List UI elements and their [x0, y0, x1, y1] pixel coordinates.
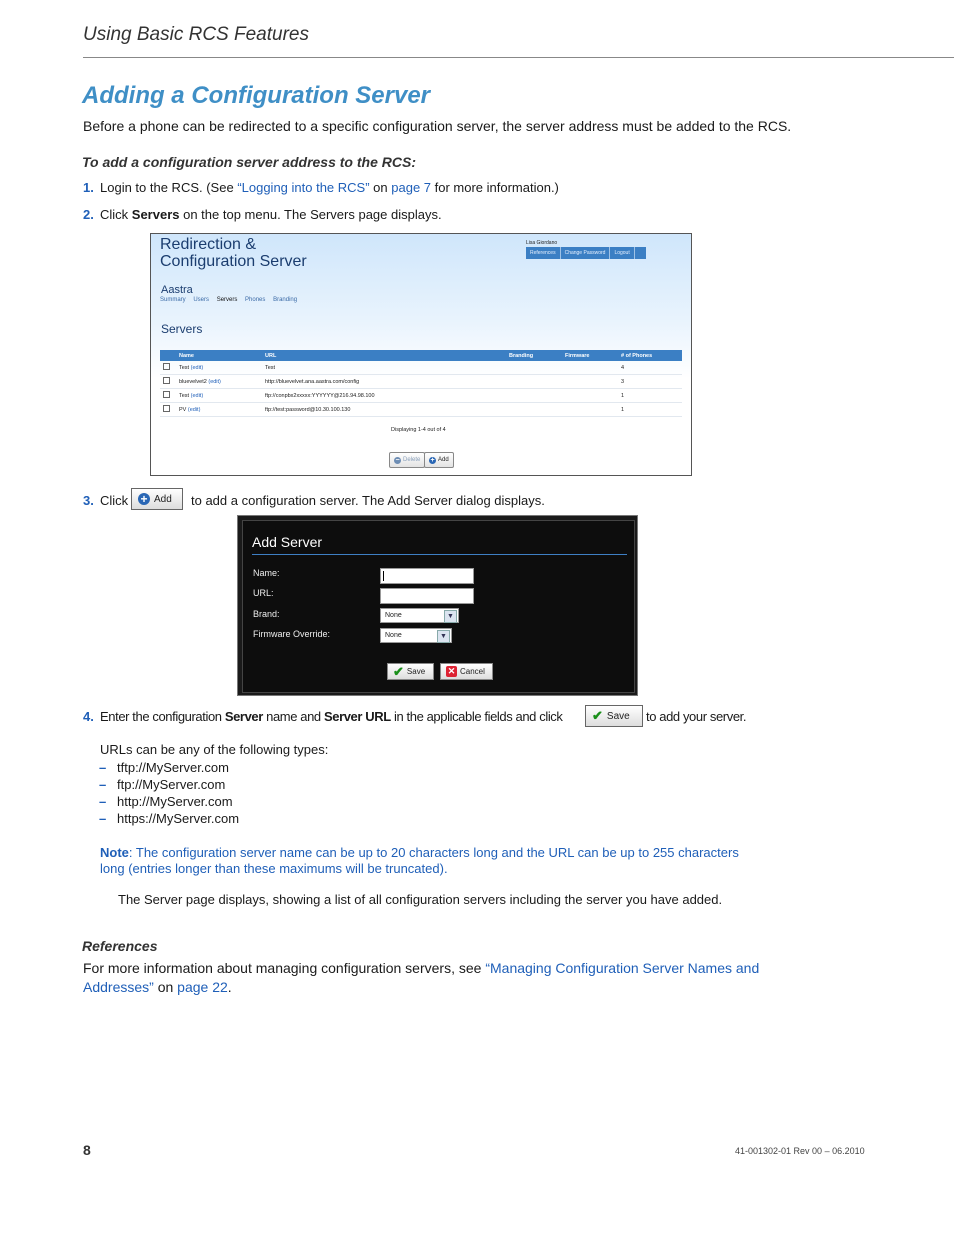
firmware-selected-value: None — [385, 632, 402, 639]
inline-save-button[interactable] — [585, 705, 643, 727]
add-server-dialog — [242, 520, 635, 693]
references-text: For more information about managing configuration servers, see — [83, 960, 486, 976]
row-checkbox[interactable] — [163, 391, 170, 398]
sub-menu-users[interactable]: Users — [193, 297, 210, 303]
brand-select[interactable] — [380, 608, 459, 623]
step-1 — [83, 180, 559, 195]
references-paragraph — [83, 959, 823, 997]
step-text: for more information.) — [431, 180, 559, 195]
page-title: Adding a Configuration Server — [82, 82, 431, 109]
inline-save-label: Save — [606, 710, 630, 722]
col-branding[interactable]: Branding — [506, 350, 562, 361]
cancel-x-icon: ✕ — [447, 666, 456, 676]
sub-menu-phones[interactable]: Phones — [245, 297, 266, 303]
row-checkbox[interactable] — [163, 377, 170, 384]
checkmark-icon: ✔ — [592, 708, 603, 723]
server-name: Test — [179, 392, 190, 399]
servers-table — [160, 350, 682, 417]
table-row — [160, 375, 682, 389]
brand-label: Brand: — [253, 609, 280, 619]
edit-link[interactable]: (edit) — [208, 378, 221, 385]
server-url: Test — [262, 361, 506, 375]
step-4-continued: to add your server. — [646, 709, 747, 724]
col-phones[interactable]: # of Phones — [618, 350, 682, 361]
url-field[interactable] — [380, 588, 474, 604]
phone-count: 1 — [618, 403, 682, 417]
step-4 — [83, 709, 563, 724]
url-type-text: http://MyServer.com — [117, 794, 233, 809]
section-header: Using Basic RCS Features — [83, 24, 309, 45]
text-cursor — [383, 571, 384, 581]
phone-count: 3 — [618, 375, 682, 389]
result-text: The Server page displays, showing a list of all configuration servers including the server you have added. — [118, 892, 723, 907]
rcs-servers-screenshot — [150, 233, 692, 476]
add-label: Add — [438, 457, 449, 463]
col-url[interactable]: URL — [262, 350, 506, 361]
plus-circle-icon: + — [138, 493, 150, 505]
sub-menu-branding[interactable]: Branding — [273, 297, 298, 303]
document-id: 41-001302-01 Rev 00 – 06.2010 — [735, 1146, 865, 1156]
url-type-item — [99, 777, 226, 792]
url-label: URL: — [253, 588, 274, 598]
step-text: Click — [100, 493, 129, 508]
sub-menu — [160, 297, 303, 303]
step-text: Login to the RCS. (See — [100, 180, 238, 195]
edit-link[interactable]: (edit) — [190, 364, 204, 371]
dialog-title-rule — [252, 554, 627, 555]
header-rule — [83, 57, 954, 58]
delete-button[interactable] — [389, 452, 425, 468]
edit-link[interactable]: (edit) — [187, 406, 201, 413]
url-type-text: ftp://MyServer.com — [117, 777, 226, 792]
step-number: 2. — [83, 207, 94, 222]
top-menu-logout[interactable]: Logout — [610, 247, 634, 259]
url-type-text: tftp://MyServer.com — [117, 760, 229, 775]
firmware-override-select[interactable] — [380, 628, 452, 643]
step-text: on — [369, 180, 392, 195]
brand-selected-value: None — [385, 612, 402, 619]
edit-link[interactable]: (edit) — [190, 392, 204, 399]
link-managing-config-servers[interactable]: “Managing Configuration Server Names and Addresses” — [83, 960, 760, 995]
dialog-title: Add Server — [252, 534, 323, 550]
table-row — [160, 389, 682, 403]
add-button[interactable] — [424, 452, 454, 468]
inline-add-label: Add — [154, 493, 172, 505]
references-text: on — [153, 979, 178, 995]
step-text: Enter the configuration — [100, 709, 225, 724]
name-field[interactable] — [380, 568, 474, 584]
user-name: Lisa Giordano — [526, 240, 558, 246]
chevron-down-icon[interactable]: ▼ — [437, 630, 450, 643]
note-text: : The configuration server name can be up to 20 characters long and the URL can be up to 255 characters long (entries longer than these maximums will be truncated). — [100, 845, 739, 876]
delete-label: Delete — [403, 457, 421, 463]
plus-circle-icon: + — [430, 456, 435, 464]
dialog-save-button[interactable] — [387, 663, 434, 680]
chevron-down-icon[interactable]: ▼ — [444, 610, 457, 623]
sub-menu-servers[interactable]: Servers — [216, 297, 238, 303]
top-menu-references[interactable]: References — [526, 247, 561, 259]
row-checkbox[interactable] — [163, 363, 170, 370]
save-label: Save — [406, 667, 426, 676]
step-3-continued: to add a configuration server. The Add Server dialog displays. — [191, 493, 545, 508]
step-bold: Server URL — [323, 709, 391, 724]
step-number: 1. — [83, 180, 94, 195]
cancel-label: Cancel — [460, 667, 485, 676]
row-checkbox[interactable] — [163, 405, 170, 412]
url-type-item — [99, 760, 229, 775]
rcs-app-title — [160, 236, 307, 270]
url-type-item — [99, 794, 233, 809]
col-firmware[interactable]: Firmware — [562, 350, 618, 361]
step-number: 4. — [83, 709, 94, 724]
link-page-22[interactable]: page 22 — [177, 979, 228, 995]
url-types-intro: URLs can be any of the following types: — [100, 742, 329, 757]
url-type-item — [99, 811, 240, 826]
step-bold: Servers — [131, 207, 180, 222]
link-logging-into-rcs[interactable]: “Logging into the RCS” — [237, 180, 370, 195]
col-name[interactable]: Name — [176, 350, 262, 361]
server-name: PV — [179, 406, 187, 413]
step-number: 3. — [83, 493, 94, 508]
url-type-text: https://MyServer.com — [117, 811, 240, 826]
checkmark-icon: ✔ — [393, 663, 404, 679]
step-bold: Server — [224, 709, 263, 724]
phone-count: 1 — [618, 389, 682, 403]
step-text: Click — [100, 207, 132, 222]
server-url: ftp://conpbx2xxxxx:YYYYYY@216.94.98.100 — [262, 389, 506, 403]
references-heading: References — [82, 938, 158, 954]
rcs-title-line2: Configuration Server — [160, 253, 307, 270]
step-3 — [83, 493, 128, 508]
dialog-cancel-button[interactable] — [440, 663, 493, 680]
add-server-dialog-screenshot — [237, 515, 638, 696]
step-text: in the applicable fields and click — [390, 709, 563, 724]
sub-menu-summary[interactable]: Summary — [160, 297, 186, 303]
step-text: on the top menu. The Servers page displays. — [179, 207, 442, 222]
references-text: . — [227, 979, 232, 995]
firmware-override-label: Firmware Override: — [253, 629, 331, 639]
note-label: Note — [100, 845, 129, 860]
server-name: Test — [179, 364, 190, 371]
brand-name: Aastra — [161, 284, 193, 296]
intro-paragraph: Before a phone can be redirected to a specific configuration server, the server address must be added to the RCS. — [83, 118, 792, 134]
inline-add-button[interactable] — [131, 488, 183, 510]
table-row — [160, 403, 682, 417]
top-menu — [526, 247, 646, 259]
dash-bullet: – — [99, 811, 107, 826]
dash-bullet: – — [99, 777, 107, 792]
col-checkbox — [160, 350, 176, 361]
table-header-row — [160, 350, 682, 361]
name-label: Name: — [253, 568, 280, 578]
top-menu-change-password[interactable]: Change Password — [561, 247, 611, 259]
server-url: ftp://test:password@10.30.100.130 — [262, 403, 506, 417]
step-text: name and — [262, 709, 324, 724]
dash-bullet: – — [99, 794, 107, 809]
server-name: bluevelvet2 — [179, 378, 207, 385]
page-number: 8 — [83, 1142, 91, 1158]
dash-bullet: – — [99, 760, 107, 775]
step-2 — [83, 207, 442, 222]
link-page-7[interactable]: page 7 — [391, 180, 432, 195]
table-row — [160, 361, 682, 375]
phone-count: 4 — [618, 361, 682, 375]
server-url: http://bluevelvet.ana.aastra.com/config — [262, 375, 506, 389]
minus-circle-icon: − — [395, 456, 400, 464]
rcs-title-line1: Redirection & — [160, 236, 257, 253]
procedure-heading: To add a configuration server address to the RCS: — [82, 154, 416, 170]
displaying-count: Displaying 1-4 out of 4 — [391, 427, 446, 433]
servers-heading: Servers — [161, 322, 203, 336]
note — [100, 845, 760, 877]
